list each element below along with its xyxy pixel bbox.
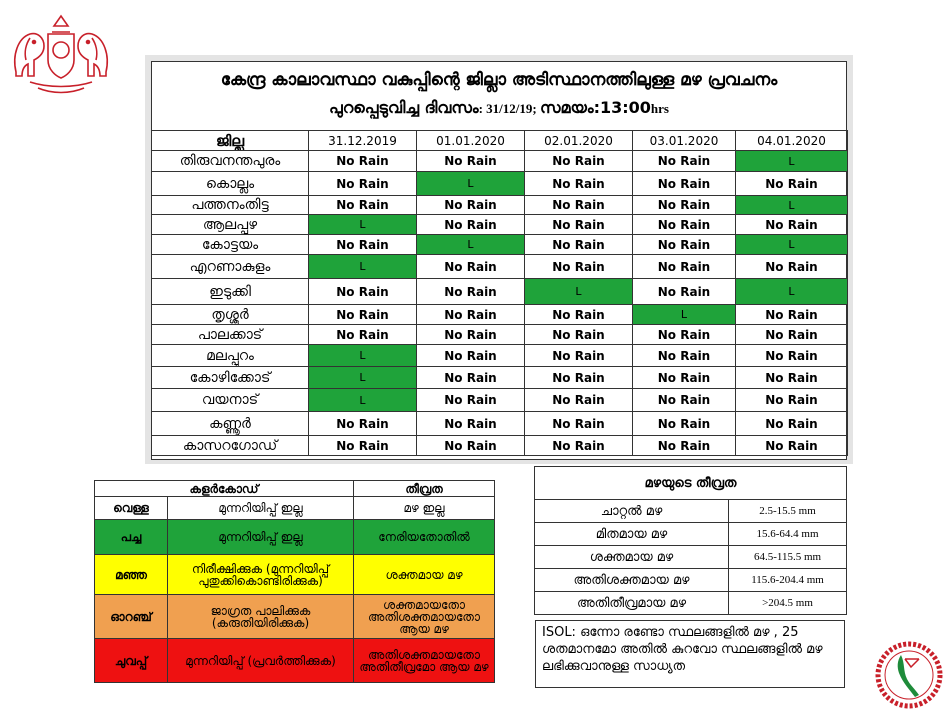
forecast-cell: No Rain [525,345,633,367]
forecast-cell: No Rain [309,151,417,172]
warning-text: മുന്നറിയിപ്പ് ഇല്ല [168,497,354,520]
forecast-cell: No Rain [417,305,525,325]
forecast-cell: No Rain [525,255,633,279]
time-unit: hrs [650,101,669,116]
forecast-cell: No Rain [633,389,736,412]
intensity-row [535,592,847,615]
forecast-cell: No Rain [525,436,633,456]
forecast-cell: No Rain [417,196,525,215]
forecast-cell: L [736,279,848,305]
colour-code-header: കളർകോഡ് [95,481,354,497]
colour-code-row [95,520,495,555]
warning-text: ജാഗ്രത പാലിക്കുക (കരുതിയിരിക്കുക) [168,595,354,639]
forecast-cell: L [417,172,525,196]
time-label: സമയം [539,98,594,117]
intensity-range: 15.6-64.4 mm [729,523,847,546]
district-name: വയനാട് [152,389,309,412]
warning-text: മുന്നറിയിപ്പ് (പ്രവർത്തിക്കുക) [168,639,354,683]
intensity-range: 115.6-204.4 mm [729,569,847,592]
forecast-cell: L [309,255,417,279]
intensity-header-row [535,467,847,500]
intensity-text: ശക്തമായ മഴ [354,555,495,595]
forecast-cell: No Rain [417,151,525,172]
forecast-cell: L [525,279,633,305]
intensity-header: തീവ്രത [354,481,495,497]
forecast-cell: No Rain [633,172,736,196]
forecast-row [152,345,848,367]
district-name: എറണാകുളം [152,255,309,279]
forecast-cell: No Rain [417,215,525,235]
district-name: തൃശ്ശൂർ [152,305,309,325]
district-name: പാലക്കാട് [152,325,309,345]
date-header: 31.12.2019 [309,131,417,151]
forecast-cell: No Rain [525,151,633,172]
forecast-cell: No Rain [633,367,736,389]
forecast-row [152,151,848,172]
district-name: കണ്ണൂർ [152,412,309,436]
forecast-table [151,130,848,456]
forecast-row [152,412,848,436]
forecast-cell: No Rain [309,436,417,456]
forecast-cell: No Rain [736,215,848,235]
forecast-cell: L [736,235,848,255]
forecast-cell: No Rain [309,235,417,255]
forecast-cell: No Rain [736,305,848,325]
date-header: 01.01.2020 [417,131,525,151]
forecast-cell: No Rain [417,255,525,279]
warning-text: മുന്നറിയിപ്പ് ഇല്ല [168,520,354,555]
forecast-row [152,196,848,215]
forecast-cell: L [736,196,848,215]
forecast-row [152,172,848,196]
forecast-cell: No Rain [633,151,736,172]
colour-name: ചുവപ്പ് [95,639,168,683]
forecast-cell: No Rain [525,367,633,389]
forecast-row [152,235,848,255]
forecast-cell: No Rain [736,345,848,367]
district-name: കൊല്ലം [152,172,309,196]
district-name: ആലപ്പുഴ [152,215,309,235]
forecast-cell: No Rain [633,279,736,305]
forecast-cell: No Rain [736,325,848,345]
issued-line [151,98,847,118]
forecast-cell: No Rain [633,436,736,456]
forecast-row [152,367,848,389]
district-name: ഇടുക്കി [152,279,309,305]
forecast-cell: No Rain [633,196,736,215]
colour-code-row [95,639,495,683]
forecast-cell: No Rain [736,389,848,412]
district-name: മലപ്പുറം [152,345,309,367]
intensity-text: ശക്തമായതോ അതിശക്തമായതോ ആയ മഴ [354,595,495,639]
forecast-cell: No Rain [309,172,417,196]
intensity-text: നേരിയതോതിൽ [354,520,495,555]
forecast-cell: No Rain [633,345,736,367]
forecast-cell: No Rain [417,279,525,305]
intensity-text: അതിശക്തമായതോ അതിതീവ്രമോ ആയ മഴ [354,639,495,683]
forecast-cell: L [309,367,417,389]
forecast-cell: L [309,389,417,412]
forecast-cell: No Rain [417,389,525,412]
warning-text: നിരീക്ഷിക്കുക (മുന്നറിയിപ്പ് പുതുക്കികൊണ്ടിരിക്കുക) [168,555,354,595]
district-header: ജില്ല [152,131,309,151]
intensity-label: അതിതീവ്രമായ മഴ [535,592,729,615]
forecast-cell: No Rain [633,255,736,279]
intensity-label: മിതമായ മഴ [535,523,729,546]
forecast-row [152,389,848,412]
colour-code-row [95,497,495,520]
forecast-cell: L [309,345,417,367]
forecast-cell: No Rain [309,412,417,436]
date-header: 04.01.2020 [736,131,848,151]
isol-note: ISOL: ഒന്നോ രണ്ടോ സ്ഥലങ്ങളിൽ മഴ , 25 ശതമാനമോ അതിൽ കുറവോ സ്ഥലങ്ങളിൽ മഴ ലഭിക്കുവാനുള്ള സാധ്യത [535,620,845,688]
forecast-cell: No Rain [525,389,633,412]
ksdma-emblem-icon [875,637,943,713]
forecast-cell: No Rain [309,196,417,215]
rain-intensity-header: മഴയുടെ തീവ്രത [535,467,847,500]
colour-code-row [95,555,495,595]
forecast-cell: No Rain [417,325,525,345]
forecast-row [152,436,848,456]
issued-label: പുറപ്പെടുവിച്ച ദിവസം [329,98,479,117]
intensity-row [535,569,847,592]
colour-name: വെള്ള [95,497,168,520]
forecast-cell: No Rain [525,196,633,215]
forecast-cell: No Rain [525,172,633,196]
forecast-cell: No Rain [736,255,848,279]
intensity-range: 2.5-15.5 mm [729,500,847,523]
forecast-cell: No Rain [736,172,848,196]
forecast-cell: No Rain [633,235,736,255]
intensity-label: ശക്തമായ മഴ [535,546,729,569]
forecast-row [152,255,848,279]
forecast-cell: L [309,215,417,235]
intensity-range: 64.5-115.5 mm [729,546,847,569]
page-title: കേന്ദ്ര കാലാവസ്ഥാ വകുപ്പിന്റെ ജില്ലാ അടിസ്ഥാനത്തിലുള്ള മഴ പ്രവചനം [220,70,778,90]
intensity-label: അതിശക്തമായ മഴ [535,569,729,592]
forecast-header-row [152,131,848,151]
colour-name: പച്ച [95,520,168,555]
forecast-row [152,305,848,325]
forecast-cell: No Rain [525,215,633,235]
forecast-cell: No Rain [525,305,633,325]
colour-code-row [95,595,495,639]
forecast-cell: L [417,235,525,255]
forecast-cell: No Rain [417,412,525,436]
forecast-row [152,279,848,305]
forecast-cell: No Rain [417,345,525,367]
rain-intensity-table [534,466,847,615]
intensity-row [535,523,847,546]
issued-date: : 31/12/19; [478,101,540,116]
intensity-range: >204.5 mm [729,592,847,615]
district-name: തിരുവനന്തപുരം [152,151,309,172]
date-header: 03.01.2020 [633,131,736,151]
colour-code-header-row [95,481,495,497]
intensity-row [535,500,847,523]
kerala-emblem-icon [8,10,114,96]
forecast-cell: No Rain [633,412,736,436]
forecast-row [152,325,848,345]
forecast-cell: No Rain [525,325,633,345]
forecast-cell: No Rain [633,215,736,235]
forecast-cell: No Rain [525,235,633,255]
forecast-cell: No Rain [309,325,417,345]
district-name: കോട്ടയം [152,235,309,255]
forecast-cell: No Rain [736,436,848,456]
colour-code-table [94,480,495,683]
colour-name: മഞ്ഞ [95,555,168,595]
forecast-cell: L [736,151,848,172]
forecast-cell: L [633,305,736,325]
forecast-cell: No Rain [525,412,633,436]
forecast-cell: No Rain [417,367,525,389]
forecast-cell: No Rain [736,367,848,389]
forecast-cell: No Rain [309,279,417,305]
colour-name: ഓറഞ്ച് [95,595,168,639]
forecast-cell: No Rain [417,436,525,456]
time-value: :13:00 [593,98,651,117]
forecast-cell: No Rain [736,412,848,436]
intensity-text: മഴ ഇല്ല [354,497,495,520]
district-name: പത്തനംതിട്ട [152,196,309,215]
forecast-cell: No Rain [309,305,417,325]
date-header: 02.01.2020 [525,131,633,151]
intensity-label: ചാറ്റൽ മഴ [535,500,729,523]
intensity-row [535,546,847,569]
district-name: കാസറഗോഡ് [152,436,309,456]
forecast-cell: No Rain [633,325,736,345]
forecast-row [152,215,848,235]
district-name: കോഴിക്കോട് [152,367,309,389]
